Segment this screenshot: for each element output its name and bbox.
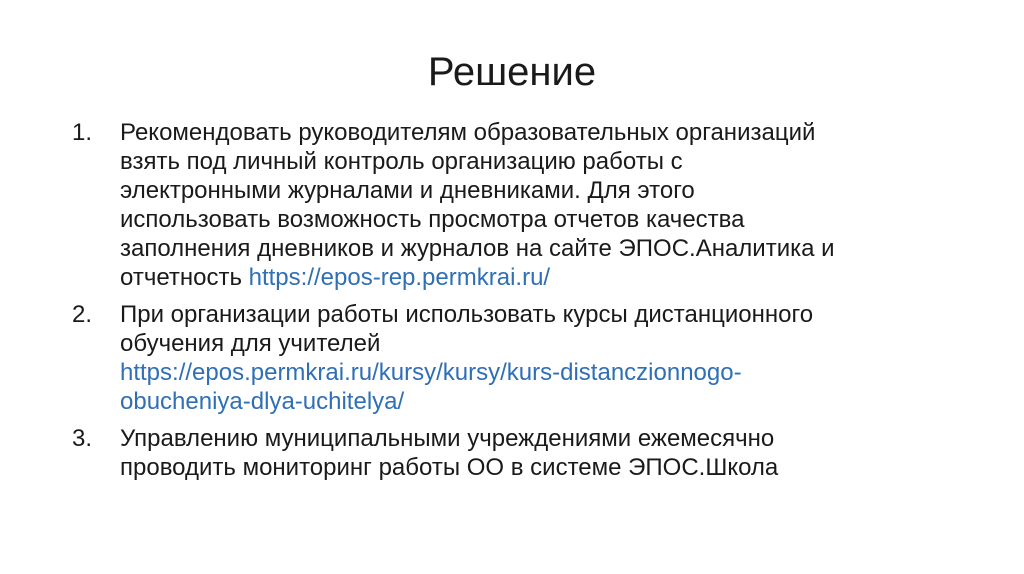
course-link-line xyxy=(120,387,972,416)
item-text-line: заполнения дневников и журналов на сайте ЭПОС.Аналитика и xyxy=(120,235,835,262)
list-item-number: 2. xyxy=(72,301,93,328)
list-item-2 xyxy=(72,300,972,416)
item-text-prefix: отчетность xyxy=(120,264,249,291)
distance-course-link-part-2[interactable]: obucheniya-dlya-uchitelya/ xyxy=(120,388,405,415)
distance-course-link-part-1[interactable]: https://epos.permkrai.ru/kursy/kursy/kurs-distanczionnogo- xyxy=(120,359,742,386)
item-text-line: взять под личный контроль организацию работы с xyxy=(120,148,683,175)
epos-rep-link[interactable]: https://epos-rep.permkrai.ru/ xyxy=(248,264,551,291)
list-item-number: 1. xyxy=(72,119,93,146)
item-text-line: Управлению муниципальными учреждениями ежемесячно xyxy=(120,425,775,452)
item-text-line: При организации работы использовать курсы дистанционного xyxy=(120,301,814,328)
list-item-number: 3. xyxy=(72,425,93,452)
item-text-line: проводить мониторинг работы ОО в системе ЭПОС.Школа xyxy=(120,454,779,481)
list-item-1 xyxy=(72,118,972,292)
item-text-line: электронными журналами и дневниками. Для этого xyxy=(120,177,695,204)
item-text-line: обучения для учителей xyxy=(120,330,381,357)
course-link-line xyxy=(120,358,972,387)
slide-title: Решение xyxy=(427,50,597,94)
item-text-line-with-link xyxy=(120,263,972,292)
item-text-line: Рекомендовать руководителям образовательных организаций xyxy=(120,119,816,146)
item-text-line: использовать возможность просмотра отчетов качества xyxy=(120,206,745,233)
list-item-3 xyxy=(72,424,972,482)
solution-list xyxy=(72,118,972,490)
